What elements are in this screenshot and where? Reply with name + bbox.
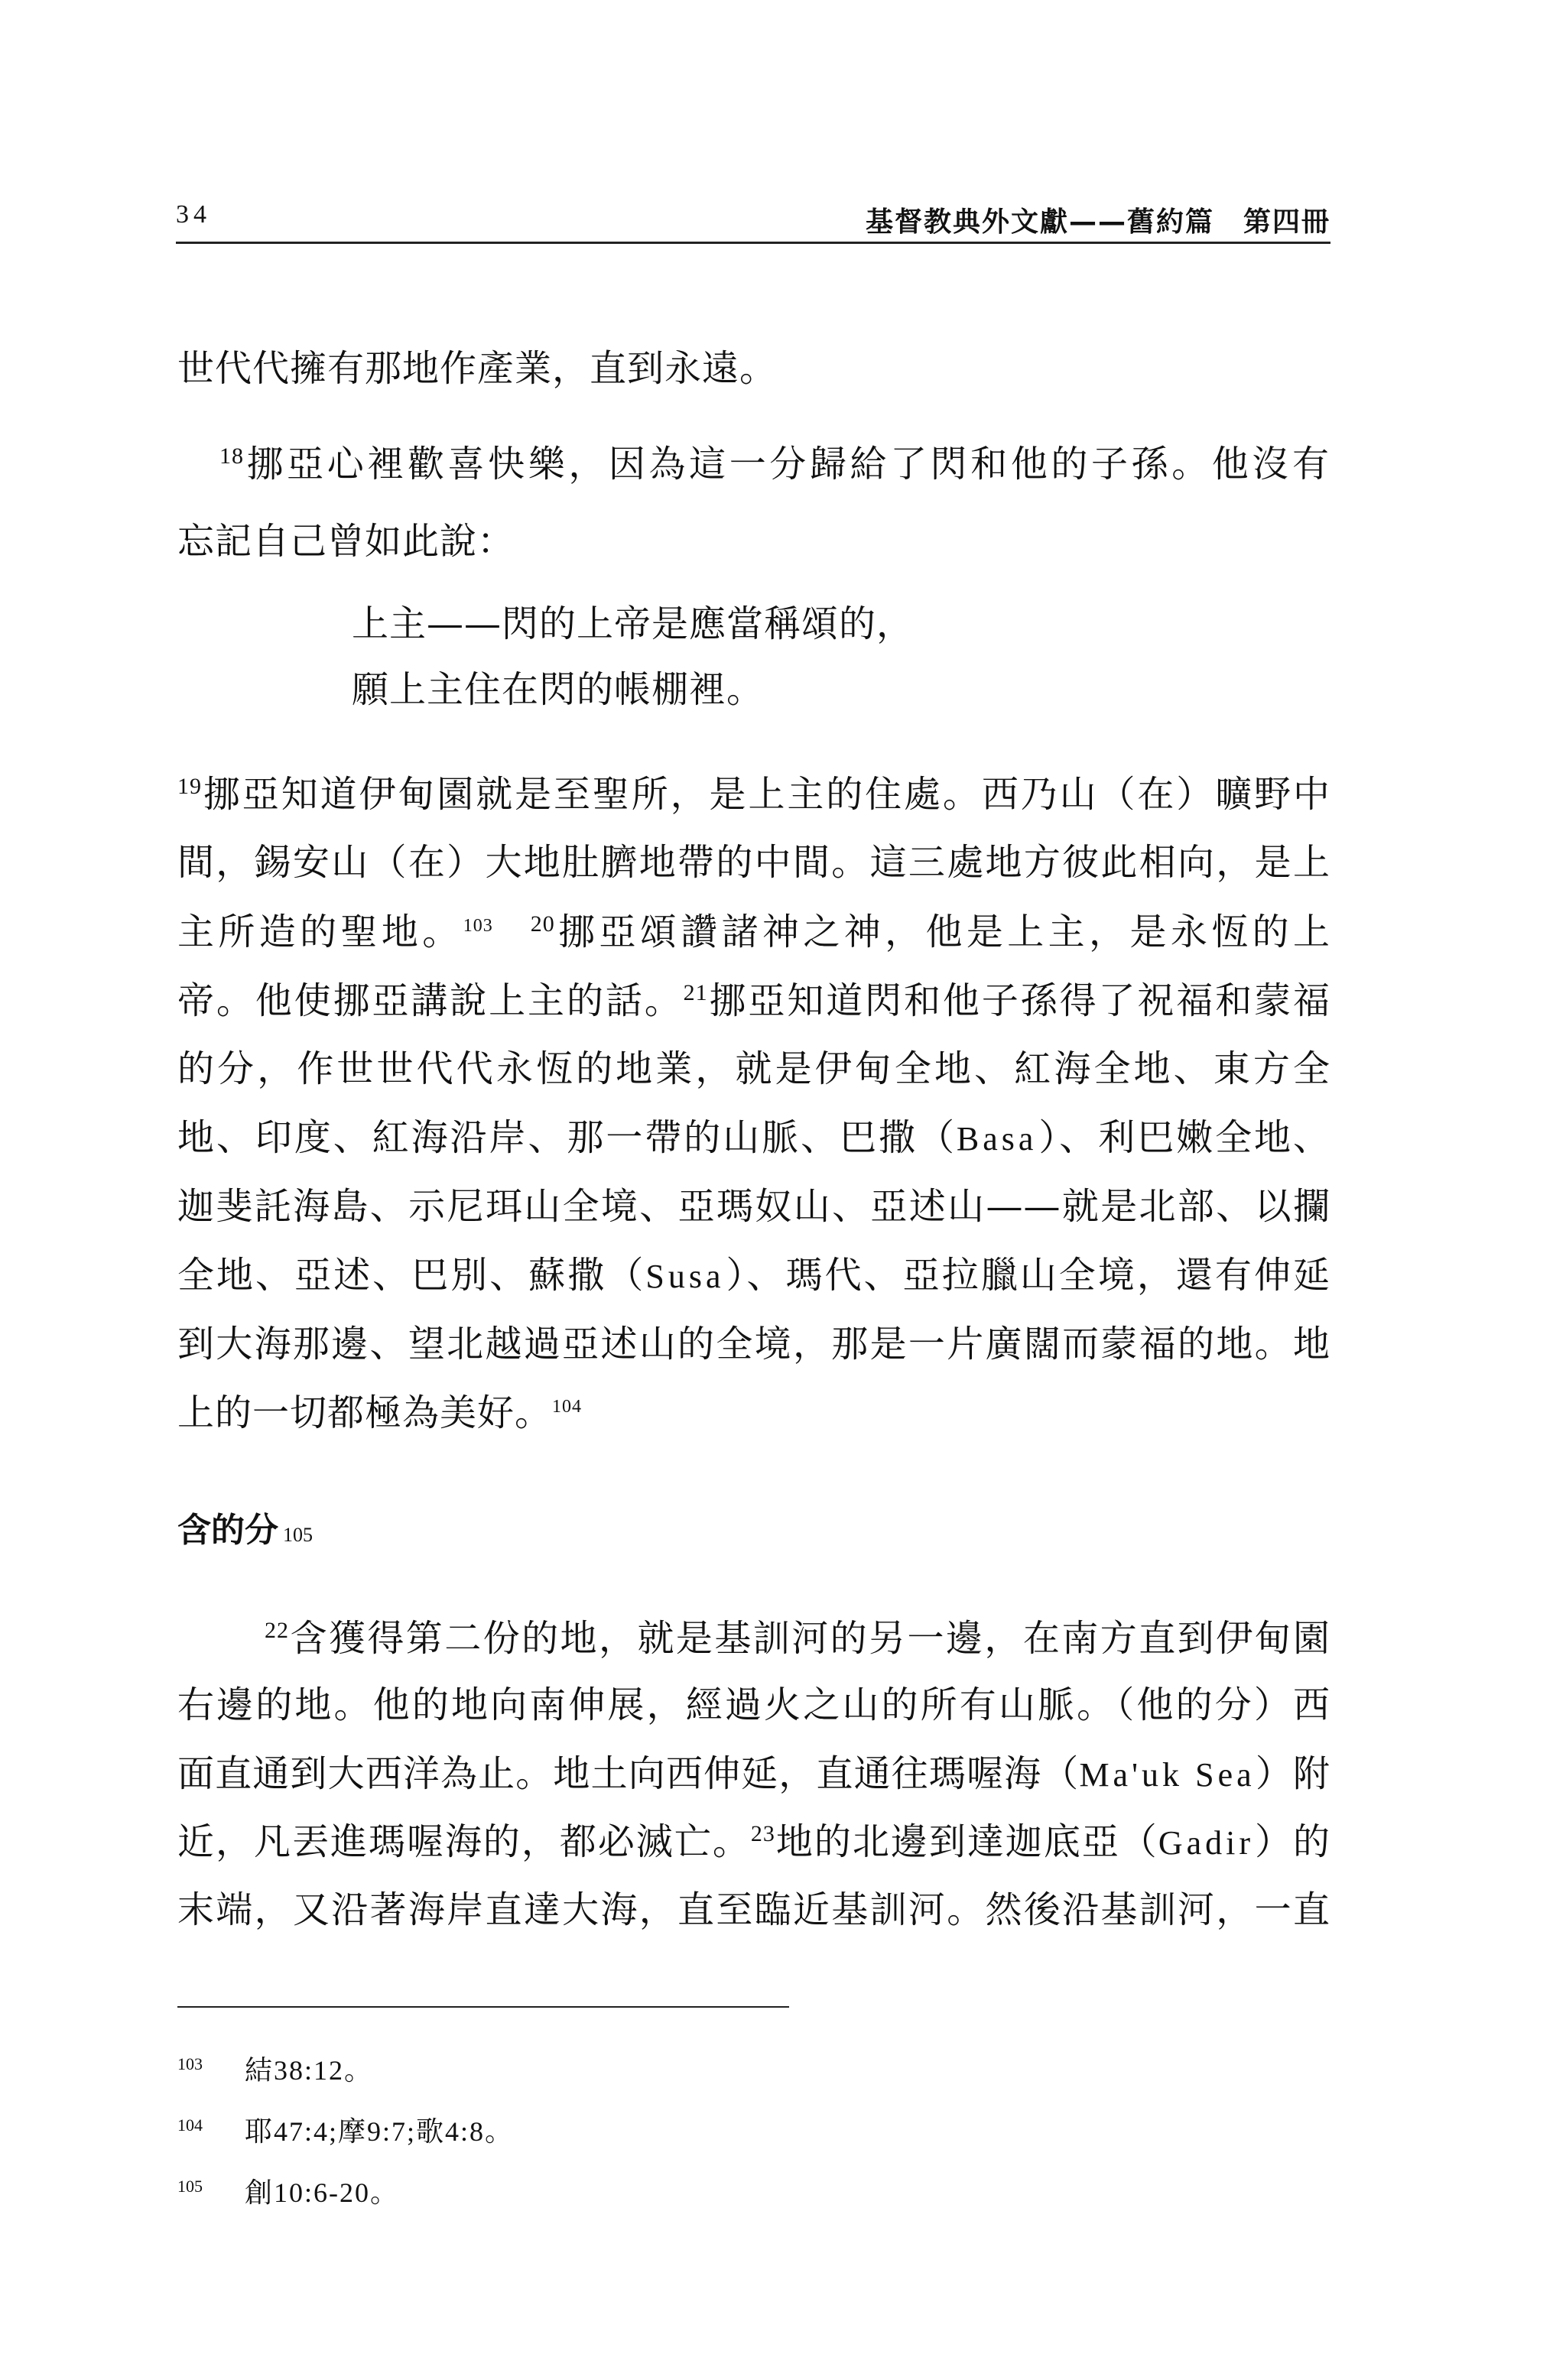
verse-22-line-4 bbox=[177, 1820, 1330, 1863]
page-number: 34 bbox=[176, 200, 211, 229]
poem-line-2: 願上主住在閃的帳棚裡。 bbox=[352, 668, 765, 711]
verse-19-line-1 bbox=[177, 773, 1330, 816]
latin-name: Ma'uk Sea bbox=[1079, 1756, 1256, 1794]
verse-19-line-8 bbox=[177, 1254, 1330, 1297]
verse-text: 地的北邊到達迦底亞（ bbox=[775, 1820, 1158, 1863]
latin-name: Gadir bbox=[1158, 1824, 1254, 1862]
verse-text: 帝。他使挪亞講說上主的話。 bbox=[177, 979, 684, 1022]
verse-19-line-3 bbox=[177, 911, 1330, 953]
footnote-text: 耶47:4;摩9:7;歌4:8。 bbox=[245, 2116, 515, 2147]
footnote-ref: 103 bbox=[463, 916, 493, 936]
footnote-ref: 105 bbox=[283, 1524, 313, 1546]
page-header bbox=[176, 200, 1330, 243]
verse-text: 近，凡丟進瑪喔海的，都必滅亡。 bbox=[177, 1820, 751, 1863]
latin-name: Susa bbox=[645, 1258, 725, 1295]
verse-22-line-5: 末端，又沿著海岸直達大海，直至臨近基訓河。然後沿基訓河，一直 bbox=[177, 1888, 1330, 1931]
footnote-number: 104 bbox=[177, 2115, 203, 2135]
verse-text: 上的一切都極為美好。 bbox=[177, 1391, 553, 1434]
verse-text: 含獲得第二份的地，就是基訓河的另一邊，在南方直到伊甸園 bbox=[289, 1617, 1330, 1660]
verse-text: ）的 bbox=[1254, 1820, 1330, 1863]
footnote-number: 103 bbox=[177, 2054, 203, 2073]
footnote-103 bbox=[177, 2049, 373, 2088]
verse-text: 主所造的聖地。 bbox=[177, 911, 463, 953]
verse-text: 地、印度、紅海沿岸、那一帶的山脈、巴撒（ bbox=[177, 1116, 957, 1159]
verse-number: 19 bbox=[177, 774, 202, 799]
footnote-rule bbox=[177, 2006, 789, 2008]
verse-text: 挪亞知道伊甸園就是至聖所，是上主的住處。西乃山（在）曠野中 bbox=[202, 773, 1330, 816]
latin-name: Basa bbox=[956, 1120, 1038, 1158]
verse-text: ）、瑪代、亞拉臘山全境，還有伸延 bbox=[724, 1254, 1330, 1297]
paragraph-line: 世代代擁有那地作產業，直到永遠。 bbox=[177, 347, 778, 390]
verse-19-line-6 bbox=[177, 1116, 1330, 1159]
verse-19-line-9: 到大海那邊、望北越過亞述山的全境，那是一片廣闊而蒙福的地。地 bbox=[177, 1323, 1330, 1365]
section-heading bbox=[177, 1502, 313, 1551]
verse-number: 22 bbox=[265, 1618, 289, 1643]
verse-number: 23 bbox=[750, 1821, 775, 1846]
footnote-text: 創10:6-20。 bbox=[245, 2177, 399, 2208]
verse-22-line-1 bbox=[265, 1617, 1330, 1660]
verse-text: ）、利巴嫩全地、 bbox=[1037, 1116, 1330, 1159]
section-title: 含的分 bbox=[177, 1511, 278, 1550]
verse-18-line-2: 忘記自己曾如此說： bbox=[177, 520, 515, 563]
verse-number: 21 bbox=[683, 980, 708, 1005]
verse-19-line-2: 間，錫安山（在）大地肚臍地帶的中間。這三處地方彼此相向，是上 bbox=[177, 841, 1330, 884]
verse-22-line-2: 右邊的地。他的地向南伸展，經過火之山的所有山脈。（他的分）西 bbox=[177, 1684, 1330, 1726]
running-title: 基督教典外文獻——舊約篇 第四冊 bbox=[865, 206, 1330, 238]
verse-22-line-3 bbox=[177, 1752, 1330, 1795]
footnote-ref: 104 bbox=[552, 1397, 583, 1417]
verse-19-line-5: 的分，作世世代代永恆的地業，就是伊甸全地、紅海全地、東方全 bbox=[177, 1047, 1330, 1090]
verse-text: 挪亞頌讚諸神之神，他是上主，是永恆的上 bbox=[554, 911, 1330, 953]
verse-text: 面直通到大西洋為止。地土向西伸延，直通往瑪喔海（ bbox=[177, 1752, 1080, 1795]
verse-18-line-1 bbox=[219, 443, 1330, 485]
verse-19-line-4 bbox=[177, 979, 1330, 1022]
footnote-text: 結38:12。 bbox=[245, 2055, 374, 2086]
poem-line-1: 上主——閃的上帝是應當稱頌的， bbox=[352, 602, 915, 645]
verse-19-line-7: 迦斐託海島、示尼珥山全境、亞瑪奴山、亞述山——就是北部、以攔 bbox=[177, 1185, 1330, 1228]
verse-number: 18 bbox=[219, 443, 244, 469]
footnote-105 bbox=[177, 2171, 399, 2210]
verse-text: ）附 bbox=[1255, 1752, 1330, 1795]
header-rule bbox=[176, 242, 1330, 244]
verse-text: 挪亞知道閃和他子孫得了祝福和蒙福 bbox=[707, 979, 1330, 1022]
footnote-104 bbox=[177, 2110, 514, 2149]
footnote-number: 105 bbox=[177, 2177, 203, 2196]
verse-19-line-10 bbox=[177, 1391, 583, 1434]
verse-text: 全地、亞述、巴別、蘇撒（ bbox=[177, 1254, 646, 1297]
verse-text: 挪亞心裡歡喜快樂，因為這一分歸給了閃和他的子孫。他沒有 bbox=[244, 443, 1330, 485]
verse-number: 20 bbox=[530, 911, 555, 937]
